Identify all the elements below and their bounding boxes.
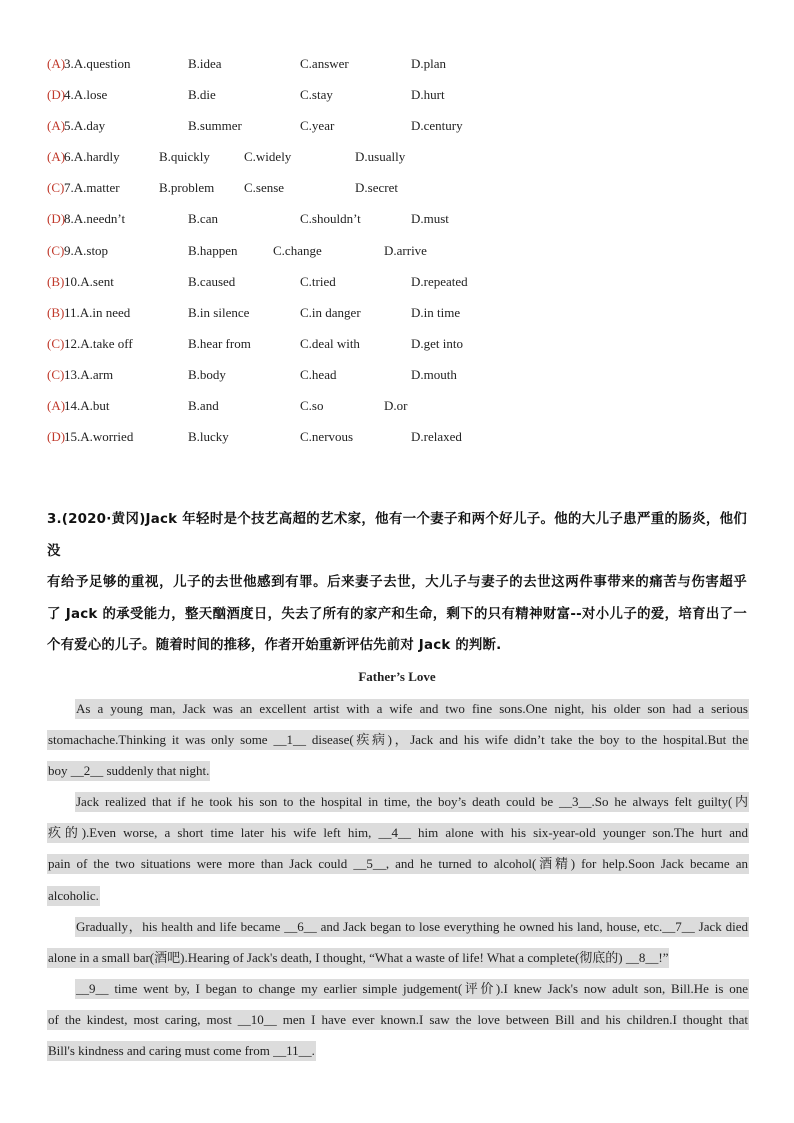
passage-line xyxy=(47,1010,747,1041)
option-c: C.answer xyxy=(300,56,349,71)
option-c: C.deal with xyxy=(300,335,360,351)
option-b: B.lucky xyxy=(188,429,229,445)
option-c: C.stay xyxy=(300,87,333,103)
passage xyxy=(47,699,747,1072)
option-c: C.year xyxy=(300,118,335,134)
passage-line-text: stomachache.Thinking it was only some __1__ disease(疾病)，Jack and his wife didn’t take the boy to the hospital.But the xyxy=(47,730,749,750)
option-c: C.so xyxy=(300,398,324,414)
passage-line xyxy=(47,792,747,823)
intro-line: 3.(2020·黄冈)Jack 年轻时是个技艺高超的艺术家，他有一个妻子和两个好儿子。他的大儿子患严重的肠炎，他们没 xyxy=(47,512,747,559)
option-b: B.happen xyxy=(188,242,238,258)
option-c: C.nervous xyxy=(300,429,354,445)
passage-line-text: Bill's kindness and caring must come from __11__. xyxy=(47,1041,316,1061)
option-a: 8.A.needn’t xyxy=(64,211,126,227)
option-d: D.usually xyxy=(355,149,406,165)
option-a: 4.A.lose xyxy=(64,87,108,103)
passage-line-text: pain of the two situations were more than Jack could __5__, and he turned to alcohol(酒精) for help.Soon Jack became an xyxy=(47,854,749,874)
option-b: B.body xyxy=(188,366,226,382)
passage-line-text: of the kindest, most caring, most __10__ men I have ever known.I saw the love between Bill and his children.I thought that xyxy=(47,1010,749,1030)
answer-key: (A) xyxy=(47,398,66,414)
option-a: 3.A.question xyxy=(64,56,131,71)
option-d: D.must xyxy=(411,211,449,227)
answer-list xyxy=(47,54,567,458)
option-d: D.century xyxy=(411,118,463,134)
option-d: D.repeated xyxy=(411,273,468,289)
passage-line-text: __9__ time went by, I began to change my earlier simple judgement(评价).I knew Jack's now adult son, Bill.He is one xyxy=(75,979,749,999)
option-c: C.in danger xyxy=(300,304,361,320)
passage-line xyxy=(47,761,747,792)
answer-key: (A) xyxy=(47,56,66,71)
answer-row xyxy=(47,54,567,85)
option-b: B.caused xyxy=(188,273,236,289)
answer-row xyxy=(47,85,567,116)
option-d: D.plan xyxy=(411,56,447,71)
option-a: 5.A.day xyxy=(64,118,106,134)
option-b: B.summer xyxy=(188,118,242,134)
passage-line xyxy=(47,886,747,917)
option-b: B.in silence xyxy=(188,304,250,320)
answer-row xyxy=(47,334,567,365)
answer-row xyxy=(47,209,567,240)
passage-line xyxy=(47,699,747,730)
option-b: B.quickly xyxy=(159,149,210,165)
option-b: B.and xyxy=(188,398,219,414)
answer-key: (D) xyxy=(47,211,66,227)
passage-line-text: alcoholic. xyxy=(47,886,100,906)
answer-key: (D) xyxy=(47,429,66,445)
question-intro xyxy=(47,504,747,662)
passage-line-text: 疚的).Even worse, a short time later his wife left him, __4__ him alone with his six-year-old younger son.The hurt and xyxy=(47,823,749,843)
passage-line xyxy=(47,917,747,948)
option-d: D.secret xyxy=(355,180,398,196)
option-a: 6.A.hardly xyxy=(64,149,120,165)
intro-line: 个有爱心的儿子。随着时间的推移，作者开始重新评估先前对 Jack 的判断. xyxy=(47,638,502,653)
option-d: D.or xyxy=(384,398,408,414)
intro-line: 有给予足够的重视，儿子的去世他感到有罪。后来妻子去世，大儿子与妻子的去世这两件事带来的痛苦与伤害超乎 xyxy=(47,575,747,590)
option-a: 12.A.take off xyxy=(64,335,133,351)
answer-key: (C) xyxy=(47,366,65,382)
answer-key: (C) xyxy=(47,335,65,351)
answer-key: (B) xyxy=(47,273,65,289)
answer-row xyxy=(47,272,567,303)
answer-key: (A) xyxy=(47,149,66,165)
option-a: 13.A.arm xyxy=(64,366,114,382)
passage-line-text: As a young man, Jack was an excellent artist with a wife and two fine sons.One night, his older son had a serious xyxy=(75,699,749,719)
option-a: 14.A.but xyxy=(64,398,110,414)
passage-line-text: boy __2__ suddenly that night. xyxy=(47,761,210,781)
option-d: D.in time xyxy=(411,304,461,320)
option-c: C.head xyxy=(300,366,337,382)
answer-key: (A) xyxy=(47,118,66,134)
passage-line xyxy=(47,730,747,761)
option-a: 15.A.worried xyxy=(64,429,134,445)
option-b: B.hear from xyxy=(188,335,251,351)
option-d: D.get into xyxy=(411,335,463,351)
answer-key: (C) xyxy=(47,242,65,258)
option-b: B.die xyxy=(188,87,216,103)
option-b: B.can xyxy=(188,211,218,227)
intro-line: 了 Jack 的承受能力，整天酗酒度日，失去了所有的家产和生命，剩下的只有精神财富--对小儿子的爱，培育出了一 xyxy=(47,606,747,622)
passage-line-text: Jack realized that if he took his son to the hospital in time, the boy’s death could be __3__.So he always felt guilty(内 xyxy=(75,792,749,812)
option-c: C.sense xyxy=(244,180,285,196)
option-b: B.idea xyxy=(188,56,222,71)
passage-title: Father’s Love xyxy=(358,669,436,684)
option-b: B.problem xyxy=(159,180,215,196)
option-c: C.tried xyxy=(300,273,336,289)
answer-row xyxy=(47,116,567,147)
option-a: 10.A.sent xyxy=(64,273,114,289)
option-c: C.shouldn’t xyxy=(300,211,361,227)
answer-row xyxy=(47,147,567,178)
passage-line xyxy=(47,1041,747,1072)
option-d: D.arrive xyxy=(384,242,427,258)
answer-row xyxy=(47,396,567,427)
answer-row xyxy=(47,178,567,209)
passage-line xyxy=(47,854,747,885)
option-c: C.widely xyxy=(244,149,292,165)
passage-line xyxy=(47,979,747,1010)
passage-line xyxy=(47,948,747,979)
answer-key: (C) xyxy=(47,180,65,196)
answer-row xyxy=(47,303,567,334)
answer-key: (D) xyxy=(47,87,66,103)
option-a: 9.A.stop xyxy=(64,242,109,258)
option-c: C.change xyxy=(273,242,322,258)
option-a: 7.A.matter xyxy=(64,180,120,196)
option-d: D.mouth xyxy=(411,366,457,382)
answer-row xyxy=(47,427,567,458)
option-a: 11.A.in need xyxy=(64,304,131,320)
passage-line-text: Gradually，his health and life became __6__ and Jack began to lose everything he owned his land, house, etc.__7__ Jack died xyxy=(75,917,749,937)
option-d: D.relaxed xyxy=(411,429,462,445)
passage-line xyxy=(47,823,747,854)
answer-row xyxy=(47,365,567,396)
passage-line-text: alone in a small bar(酒吧).Hearing of Jack's death, I thought, “What a waste of life! What a complete(彻底的) __8__!” xyxy=(47,948,669,968)
answer-row xyxy=(47,241,567,272)
answer-key: (B) xyxy=(47,304,65,320)
option-d: D.hurt xyxy=(411,87,445,103)
